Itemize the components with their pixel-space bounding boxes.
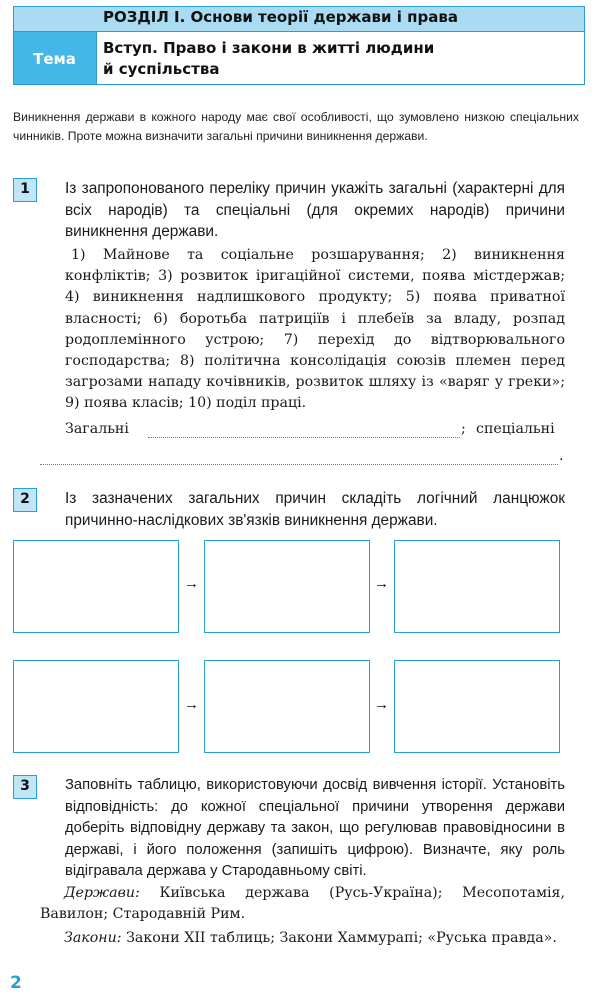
laws-text: Закони XII таблиць; Закони Хаммурапі; «Руська правда». xyxy=(126,930,557,946)
chain-box-5[interactable] xyxy=(204,660,370,753)
end-period: . xyxy=(559,448,564,464)
general-answer-line[interactable] xyxy=(148,437,460,438)
chain-box-4[interactable] xyxy=(13,660,179,753)
chain-box-1[interactable] xyxy=(13,540,179,633)
special-label: спеціальні xyxy=(476,421,555,437)
task-3-number: 3 xyxy=(13,775,37,799)
page-number: 2 xyxy=(10,973,22,993)
topic-line-1: Вступ. Право і закони в житті людини xyxy=(103,39,435,57)
chain-arrow: → xyxy=(374,575,389,592)
chain-arrow: → xyxy=(184,575,199,592)
task-2-prompt: Із зазначених загальних причин складіть логічний ланцюжок причинно-наслідкових зв'язків виникнення держави. xyxy=(65,490,565,529)
chain-arrow: → xyxy=(184,696,199,713)
general-label: Загальні xyxy=(65,421,129,437)
laws-label: Закони: xyxy=(64,930,122,946)
task-3-prompt: Заповніть таблицю, використовуючи досвід вивчення історії. Установіть відповідність: до кожної спеціальної причини утворення держави доберіть відповідну державу та закон, що регулював правовідносини в державі, і його положення (запишіть цифрою). Визначте, яку роль відігравала держава у Стародавньому світі. xyxy=(65,777,565,879)
states-text: Київська держава (Русь-Україна); Месопотамія, Вавилон; Стародавній Рим. xyxy=(40,885,565,923)
tema-label: Тема xyxy=(33,50,76,68)
task-1-number: 1 xyxy=(13,178,37,202)
laws-line xyxy=(40,928,565,949)
task-1-list: 1) Майнове та соціальне розшарування; 2) виникнення конфліктів; 3) розвиток іригаційної системи, поява містдержав; 4) виникнення надлишкового продукту; 5) поява приватної власності; 6) боротьба патриціїв і плебеїв за владу, розпад родоплемінного устрою; 7) перехід до відтворювального господарства; 8) політична консолідація союзів племен перед загрозами нападу кочівників, розвиток шляху із «варяг у греки»; 9) поява класів; 10) поділ праці. xyxy=(65,247,565,412)
topic-title xyxy=(103,38,523,80)
chain-box-2[interactable] xyxy=(204,540,370,633)
states-line xyxy=(40,883,565,925)
task-1-prompt: Із запропонованого переліку причин укажіть загальні (характерні для всіх народів) та спеціальні (для окремих народів) причини виникнення держави. xyxy=(65,180,565,240)
chain-arrow: → xyxy=(374,696,389,713)
states-label: Держави: xyxy=(64,885,140,901)
special-answer-line[interactable] xyxy=(40,464,558,465)
semicolon: ; xyxy=(461,421,466,437)
chain-box-6[interactable] xyxy=(394,660,560,753)
chain-box-3[interactable] xyxy=(394,540,560,633)
section-title: РОЗДІЛ I. Основи теорії держави і права xyxy=(103,8,458,26)
task-2-number: 2 xyxy=(13,488,37,512)
topic-line-2: й суспільства xyxy=(103,60,220,78)
intro-paragraph: Виникнення держави в кожного народу має свої особливості, що зумовлено низкою спеціальних чинників. Проте можна визначити загальні причини виникнення держави. xyxy=(13,110,579,143)
